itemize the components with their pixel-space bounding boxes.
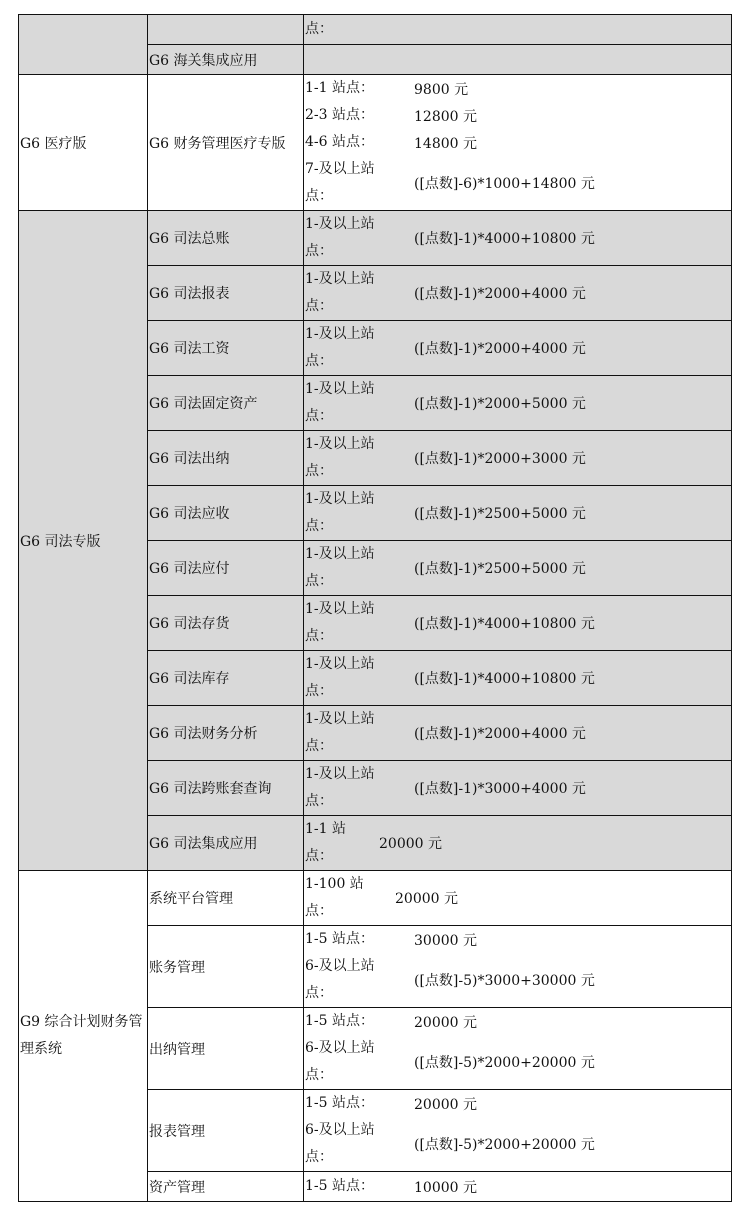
price-value: 20000 元	[414, 1014, 477, 1031]
site-range-label: 1-及以上站点：	[305, 656, 375, 699]
pricing-cell	[304, 376, 732, 431]
module-cell: G6 司法财务分析	[148, 706, 304, 761]
module-cell: G6 司法工资	[148, 321, 304, 376]
price-line	[304, 102, 731, 129]
module-cell: G6 司法存货	[148, 596, 304, 651]
price-line	[304, 156, 731, 210]
price-value: ([点数]-1)*2000+4000 元	[414, 286, 586, 302]
price-line	[304, 596, 731, 650]
module-cell: G6 司法库存	[148, 651, 304, 706]
module-cell: 报表管理	[148, 1090, 304, 1172]
price-line	[304, 1173, 731, 1200]
pricing-cell	[304, 541, 732, 596]
price-value: 12800 元	[414, 108, 477, 125]
price-value: ([点数]-1)*2500+5000 元	[414, 506, 586, 522]
module-cell: G6 司法报表	[148, 266, 304, 321]
module-cell: G6 司法集成应用	[148, 816, 304, 871]
site-range-label: 1-及以上站点：	[305, 271, 375, 314]
price-line	[304, 486, 731, 540]
price-line	[304, 761, 731, 815]
pricing-cell	[304, 926, 732, 1008]
site-range-label: 1-5 站点：	[305, 1013, 374, 1029]
site-range-label: 1-5 站点：	[305, 931, 374, 947]
pricing-cell	[304, 871, 732, 926]
price-line	[304, 871, 731, 925]
site-range-label: 1-1 站点：	[305, 821, 346, 864]
table-row	[19, 15, 732, 45]
group-cell: G9 综合计划财务管理系统	[19, 871, 148, 1202]
module-cell: 系统平台管理	[148, 871, 304, 926]
module-cell: G6 司法应收	[148, 486, 304, 541]
price-value: ([点数]-5)*3000+30000 元	[414, 973, 595, 989]
site-range-label: 1-1 站点：	[305, 80, 374, 96]
site-range-label: 1-及以上站点：	[305, 546, 375, 589]
pricing-cell	[304, 321, 732, 376]
site-range-label: 4-6 站点：	[305, 134, 374, 150]
module-cell: G6 司法应付	[148, 541, 304, 596]
price-line	[304, 431, 731, 485]
site-range-label: 2-3 站点：	[305, 107, 374, 123]
price-value: 30000 元	[414, 932, 477, 949]
pricing-cell	[304, 816, 732, 871]
price-line	[304, 75, 731, 102]
price-line	[304, 651, 731, 705]
price-value: ([点数]-1)*3000+4000 元	[414, 781, 586, 797]
price-line	[304, 266, 731, 320]
price-line	[304, 129, 731, 156]
price-line	[304, 376, 731, 430]
pricing-cell	[304, 15, 732, 45]
price-value: ([点数]-1)*2000+3000 元	[414, 451, 586, 467]
group-cell: G6 医疗版	[19, 75, 148, 211]
module-cell: 账务管理	[148, 926, 304, 1008]
price-value: 20000 元	[414, 1096, 477, 1113]
site-range-label: 1-及以上站点：	[305, 216, 375, 259]
site-range-label: 1-及以上站点：	[305, 711, 375, 754]
pricing-cell	[304, 266, 732, 321]
price-line	[304, 706, 731, 760]
site-range-label: 1-100 站点：	[305, 876, 364, 919]
price-value: 20000 元	[379, 836, 442, 852]
site-range-label: 1-及以上站点：	[305, 491, 375, 534]
price-value: ([点数]-1)*2500+5000 元	[414, 561, 586, 577]
site-range-label: 6-及以上站点：	[305, 958, 375, 1001]
price-value: 9800 元	[414, 81, 469, 98]
price-value: 14800 元	[414, 135, 477, 152]
price-value: ([点数]-5)*2000+20000 元	[414, 1137, 595, 1153]
price-line	[304, 16, 731, 43]
price-line	[304, 541, 731, 595]
pricing-cell	[304, 596, 732, 651]
pricing-cell	[304, 706, 732, 761]
module-cell: G6 财务管理医疗专版	[148, 75, 304, 211]
table-row	[19, 871, 732, 926]
table-row	[19, 211, 732, 266]
price-line	[304, 953, 731, 1007]
site-range-label: 7-及以上站点：	[305, 161, 375, 204]
site-range-label: 1-5 站点：	[305, 1095, 374, 1111]
module-cell: G6 司法跨账套查询	[148, 761, 304, 816]
module-cell: 出纳管理	[148, 1008, 304, 1090]
site-range-label: 1-及以上站点：	[305, 436, 375, 479]
price-value: ([点数]-6)*1000+14800 元	[414, 176, 595, 192]
site-range-label: 6-及以上站点：	[305, 1122, 375, 1165]
price-table	[18, 14, 732, 1202]
price-line	[304, 1117, 731, 1171]
pricing-cell	[304, 486, 732, 541]
price-line	[304, 1008, 731, 1035]
module-cell	[148, 15, 304, 45]
pricing-cell	[304, 211, 732, 266]
site-range-label: 1-及以上站点：	[305, 326, 375, 369]
pricing-cell	[304, 1008, 732, 1090]
site-range-label: 1-5 站点：	[305, 1178, 374, 1194]
price-line	[304, 926, 731, 953]
pricing-cell	[304, 75, 732, 211]
price-line	[304, 321, 731, 375]
pricing-cell	[304, 761, 732, 816]
pricing-cell	[304, 1172, 732, 1202]
site-range-label: 点：	[305, 21, 333, 37]
module-cell: G6 海关集成应用	[148, 45, 304, 75]
table-row	[19, 75, 732, 211]
site-range-label: 1-及以上站点：	[305, 766, 375, 809]
pricing-cell	[304, 651, 732, 706]
site-range-label: 1-及以上站点：	[305, 381, 375, 424]
price-value: ([点数]-1)*4000+10800 元	[414, 616, 595, 632]
pricing-cell	[304, 45, 732, 75]
price-line	[304, 1035, 731, 1089]
site-range-label: 6-及以上站点：	[305, 1040, 375, 1083]
pricing-cell	[304, 1090, 732, 1172]
price-value: ([点数]-1)*4000+10800 元	[414, 231, 595, 247]
price-value: ([点数]-5)*2000+20000 元	[414, 1055, 595, 1071]
group-cell: G6 司法专版	[19, 211, 148, 871]
price-line	[304, 816, 731, 870]
site-range-label: 1-及以上站点：	[305, 601, 375, 644]
module-cell: G6 司法总账	[148, 211, 304, 266]
module-cell: 资产管理	[148, 1172, 304, 1202]
price-value: ([点数]-1)*2000+5000 元	[414, 396, 586, 412]
pricing-cell	[304, 431, 732, 486]
price-value: 10000 元	[414, 1179, 477, 1196]
module-cell: G6 司法固定资产	[148, 376, 304, 431]
price-line	[304, 1090, 731, 1117]
price-value: ([点数]-1)*2000+4000 元	[414, 726, 586, 742]
price-value: ([点数]-1)*4000+10800 元	[414, 671, 595, 687]
price-line	[304, 211, 731, 265]
price-value: ([点数]-1)*2000+4000 元	[414, 341, 586, 357]
group-cell	[19, 15, 148, 75]
price-value: 20000 元	[395, 891, 458, 907]
module-cell: G6 司法出纳	[148, 431, 304, 486]
